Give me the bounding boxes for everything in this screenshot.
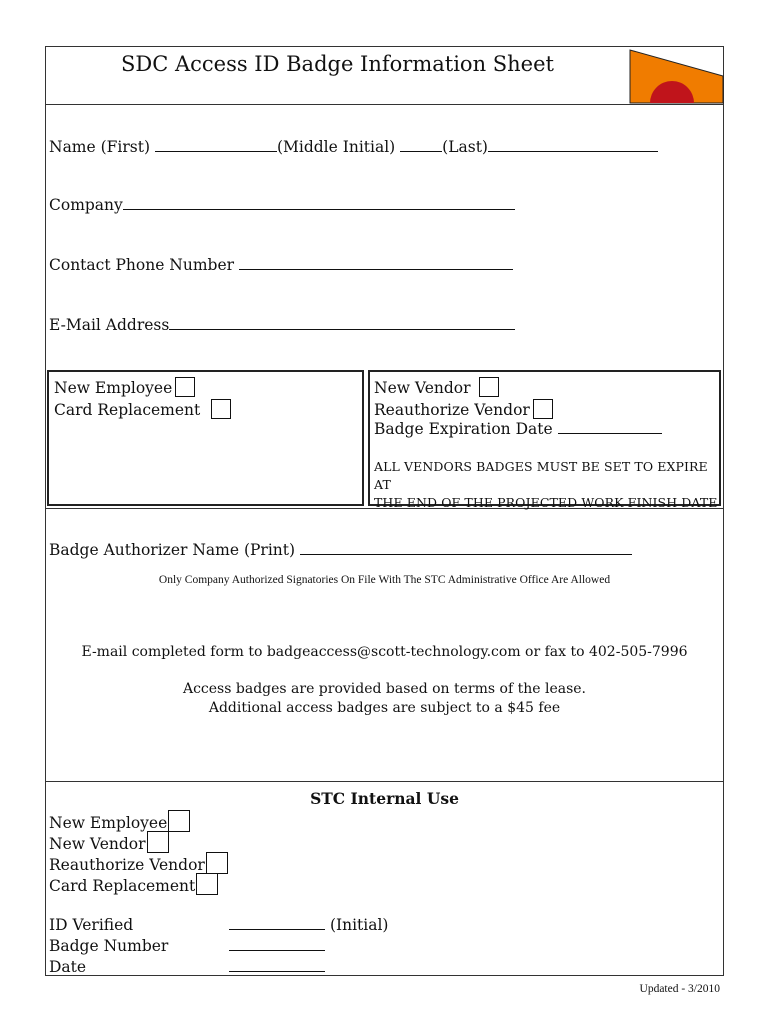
internal-new-employee-checkbox[interactable] — [168, 810, 190, 832]
vendor-notice-line2: THE END OF THE PROJECTED WORK FINISH DATE — [374, 495, 718, 510]
footer-updated: Updated - 3/2010 — [639, 983, 720, 995]
email-instructions: E-mail completed form to badgeaccess@scott-technology.com or fax to 402-505-7996 — [81, 644, 688, 660]
header-divider — [45, 104, 724, 105]
internal-card-replacement — [49, 873, 218, 895]
middle-initial-label: (Middle Initial) — [276, 138, 396, 156]
company-logo — [628, 48, 724, 104]
badge-expiration-field[interactable] — [558, 420, 662, 434]
internal-new-vendor-label: New Vendor — [49, 835, 146, 853]
internal-new-employee-label: New Employee — [49, 814, 168, 832]
date-label: Date — [49, 958, 87, 976]
employee-panel — [47, 370, 364, 506]
card-replacement-checkbox[interactable] — [211, 399, 231, 419]
first-name-label: Name (First) — [49, 138, 150, 156]
card-replacement-option — [54, 399, 231, 419]
last-name-field[interactable] — [488, 138, 658, 152]
authorizer-note: Only Company Authorized Signatories On File With The STC Administrative Office Are Allowed — [158, 574, 611, 586]
internal-card-replacement-checkbox[interactable] — [196, 873, 218, 895]
internal-heading: STC Internal Use — [310, 789, 459, 808]
internal-reauthorize-vendor-checkbox[interactable] — [206, 852, 228, 874]
vendor-notice-line1: ALL VENDORS BADGES MUST BE SET TO EXPIRE AT — [374, 459, 708, 492]
internal-reauthorize-vendor-label: Reauthorize Vendor — [49, 856, 205, 874]
reauthorize-vendor-checkbox[interactable] — [533, 399, 553, 419]
last-name-label: (Last) — [442, 138, 488, 156]
id-verified-row — [49, 916, 388, 934]
phone-row — [49, 256, 513, 274]
new-vendor-option — [374, 377, 499, 397]
badge-number-field[interactable] — [229, 937, 325, 951]
email-row — [49, 316, 515, 334]
middle-initial-field[interactable] — [400, 138, 442, 152]
date-field[interactable] — [229, 958, 325, 972]
first-name-field[interactable] — [155, 138, 277, 152]
email-field[interactable] — [169, 316, 515, 330]
new-vendor-checkbox[interactable] — [479, 377, 499, 397]
authorizer-field[interactable] — [300, 541, 632, 555]
internal-new-employee — [49, 810, 190, 832]
id-verified-label: ID Verified — [49, 916, 134, 934]
email-label: E-Mail Address — [49, 316, 170, 334]
badge-expiration-label: Badge Expiration Date — [374, 420, 553, 438]
phone-field[interactable] — [239, 256, 513, 270]
badge-number-row — [49, 937, 325, 955]
name-row — [49, 138, 658, 156]
vendor-notice — [374, 458, 719, 512]
lease-line-2: Additional access badges are subject to a $45 fee — [208, 700, 561, 716]
new-employee-checkbox[interactable] — [175, 377, 195, 397]
badge-number-label: Badge Number — [49, 937, 169, 955]
internal-divider — [45, 781, 724, 782]
reauthorize-vendor-label: Reauthorize Vendor — [374, 401, 530, 419]
card-replacement-label: Card Replacement — [54, 401, 201, 419]
id-verified-field[interactable] — [229, 916, 325, 930]
page-title: SDC Access ID Badge Information Sheet — [121, 52, 554, 76]
vendor-panel — [368, 370, 721, 510]
new-employee-option — [54, 377, 195, 397]
date-row — [49, 958, 325, 976]
badge-expiration-row — [374, 420, 662, 438]
reauthorize-vendor-option — [374, 399, 553, 419]
internal-reauthorize-vendor — [49, 852, 228, 874]
company-label: Company — [49, 196, 123, 214]
authorizer-row — [49, 541, 632, 559]
internal-card-replacement-label: Card Replacement — [49, 877, 196, 895]
phone-label: Contact Phone Number — [49, 256, 235, 274]
lease-line-1: Access badges are provided based on terms of the lease. — [182, 681, 587, 697]
authorizer-label: Badge Authorizer Name (Print) — [49, 541, 296, 559]
new-vendor-label: New Vendor — [374, 379, 471, 397]
internal-new-vendor-checkbox[interactable] — [147, 831, 169, 853]
internal-new-vendor — [49, 831, 169, 853]
company-row — [49, 196, 515, 214]
company-field[interactable] — [123, 196, 515, 210]
new-employee-label: New Employee — [54, 379, 173, 397]
initial-label: (Initial) — [329, 916, 389, 934]
